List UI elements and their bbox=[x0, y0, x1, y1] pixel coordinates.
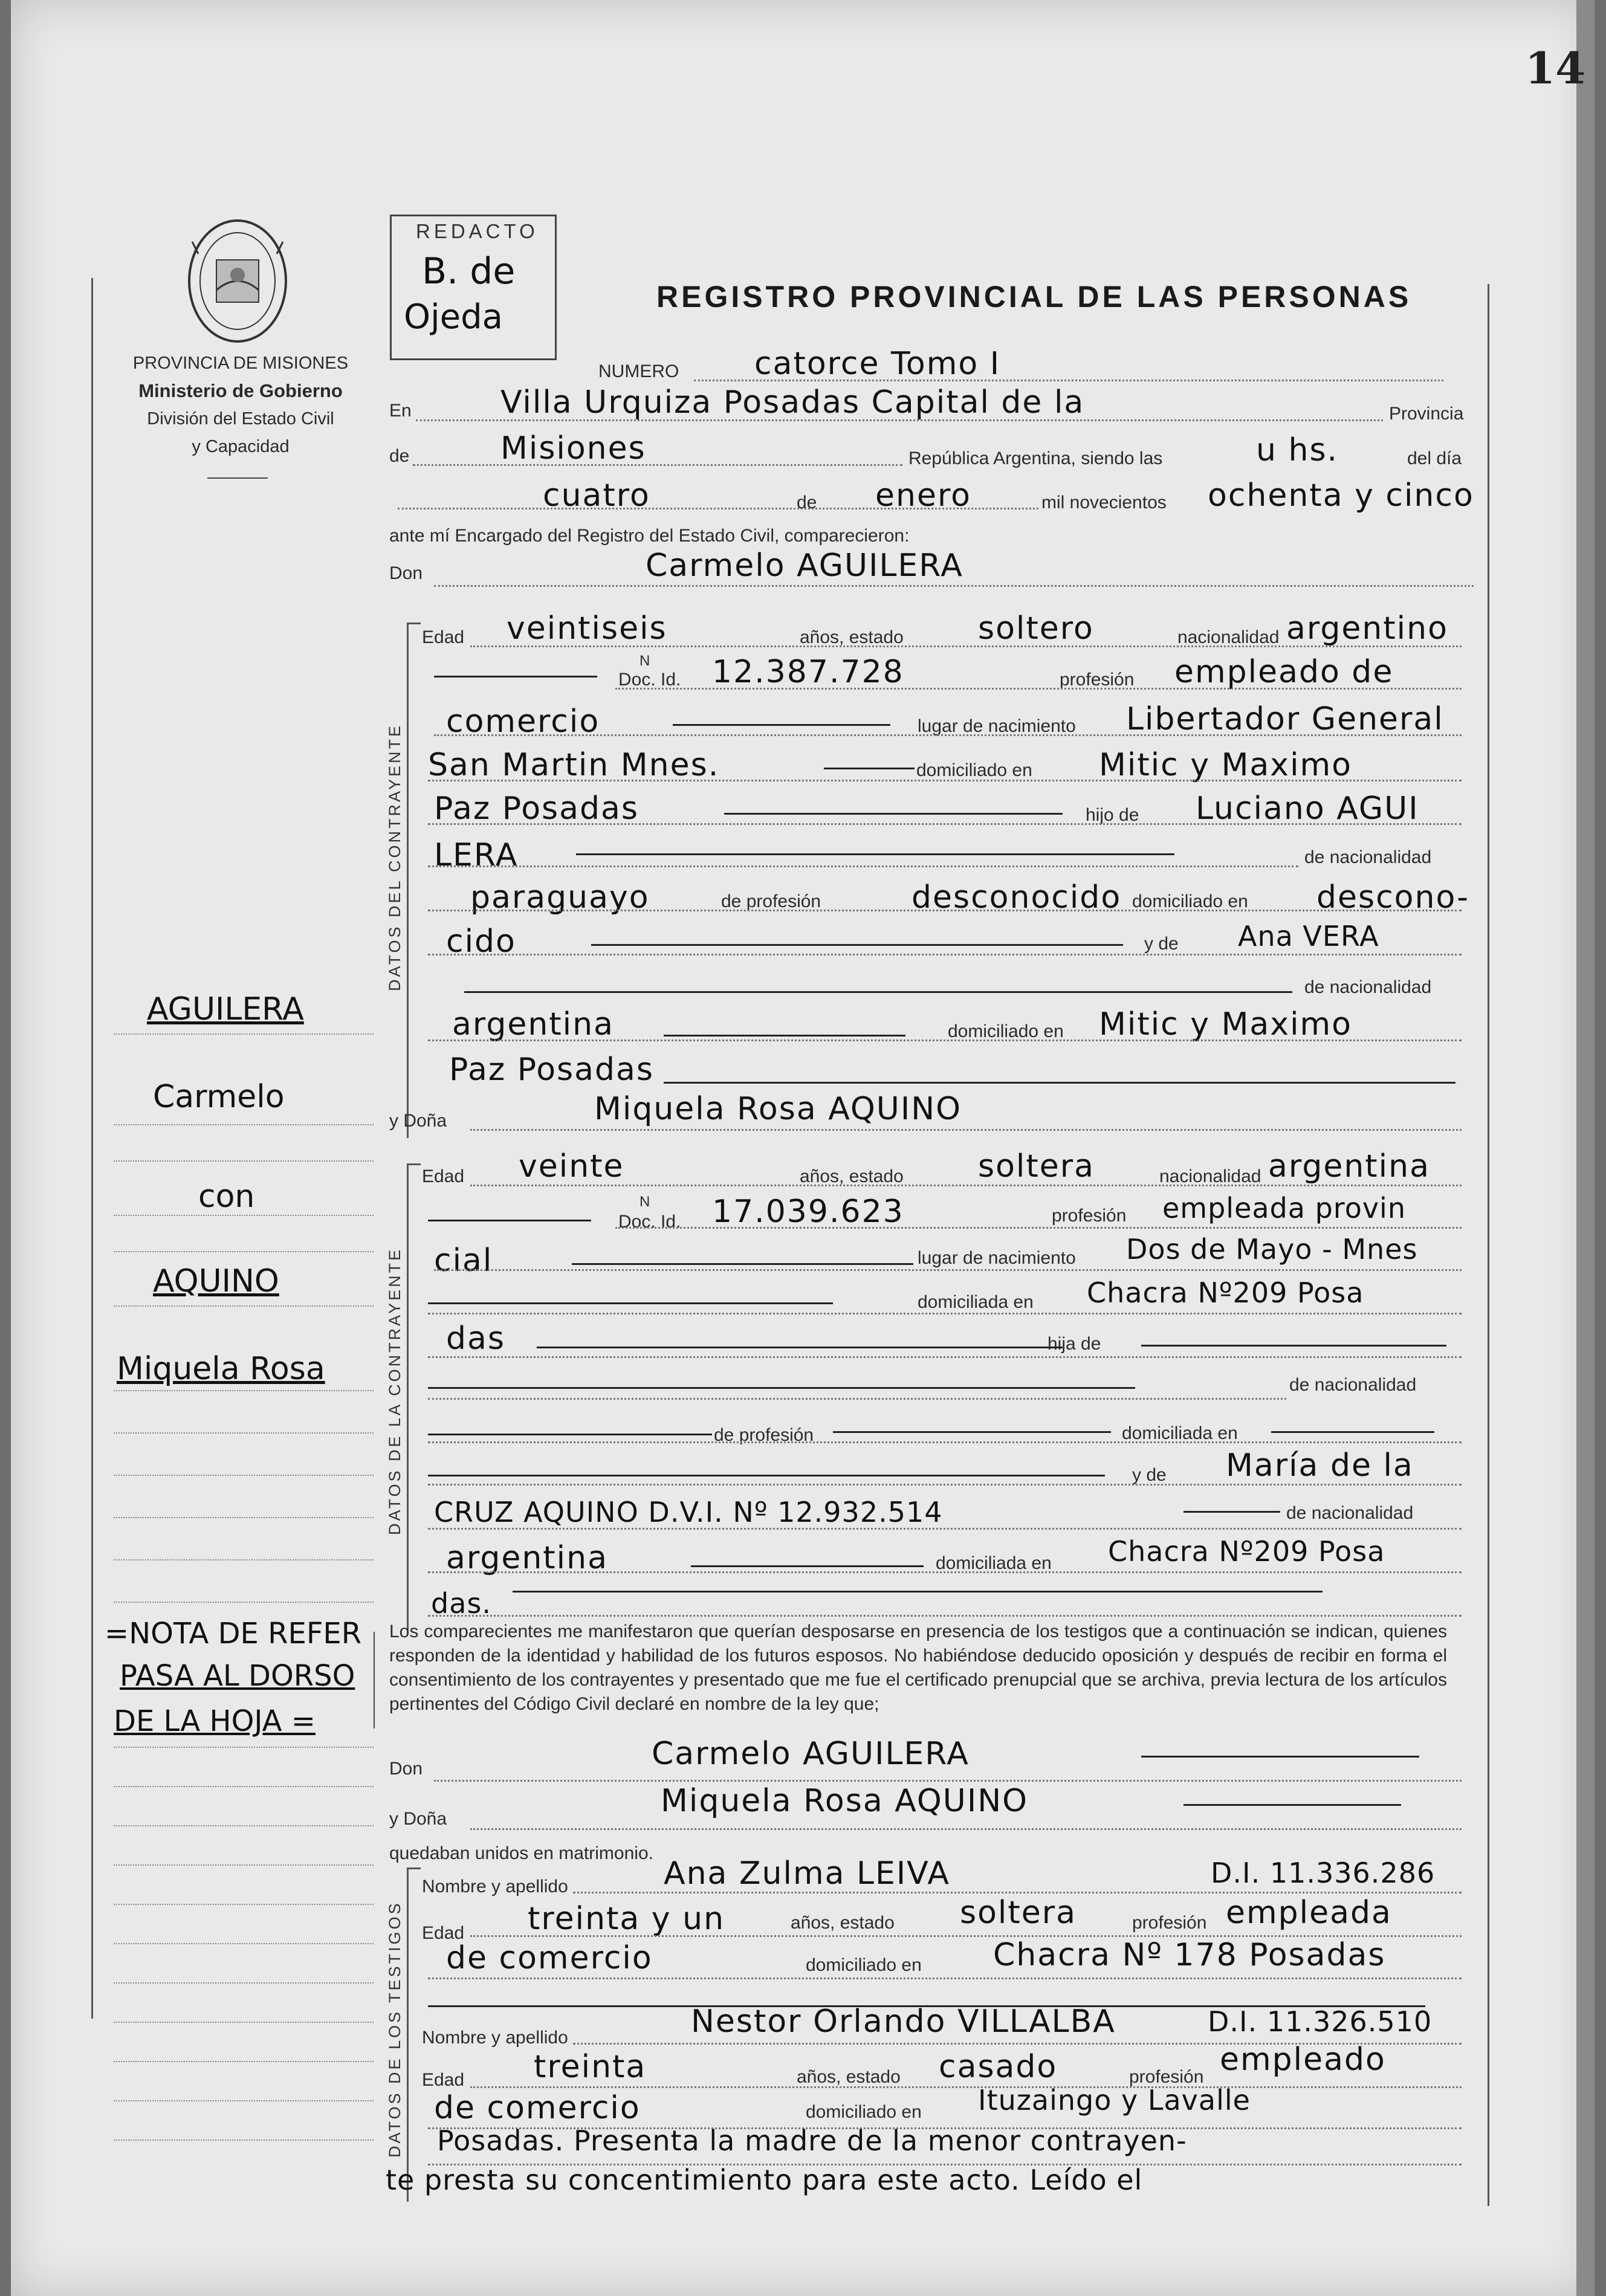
hora-value: u hs. bbox=[1256, 432, 1339, 468]
c1-padre-dom-cont: cido bbox=[446, 923, 516, 960]
c2-dash-5 bbox=[1141, 1345, 1446, 1347]
margin-line-17 bbox=[114, 1904, 374, 1905]
c1-edad-value: veintiseis bbox=[507, 610, 667, 647]
t2-line-2 bbox=[470, 2086, 1462, 2088]
final-dona-dash bbox=[1183, 1804, 1401, 1806]
t2-dom: Ituzaingo y Lavalle bbox=[978, 2084, 1251, 2117]
margin-surname-1: AGUILERA bbox=[147, 991, 304, 1027]
c1-madre-dom: Mitic y Maximo bbox=[1099, 1006, 1352, 1043]
de-label: de bbox=[389, 446, 410, 466]
c2-dash-8 bbox=[833, 1431, 1111, 1433]
c1-line-9 bbox=[428, 1040, 1462, 1041]
del-dia-label: del día bbox=[1407, 448, 1462, 468]
margin-line-14 bbox=[114, 1786, 374, 1787]
c2-madre-value: María de la bbox=[1226, 1447, 1414, 1484]
c2-anios-label: años, estado bbox=[800, 1166, 904, 1186]
margin-nota-bar bbox=[374, 1632, 375, 1728]
margin-line-4 bbox=[114, 1215, 374, 1216]
margin-name-1: Carmelo bbox=[153, 1079, 285, 1115]
quedaban-label: quedaban unidos en matrimonio. bbox=[389, 1843, 653, 1863]
numero-label: NUMERO bbox=[598, 361, 679, 381]
c2-line-2 bbox=[615, 1227, 1462, 1229]
c1-line-3 bbox=[434, 734, 1462, 736]
t1-dom: Chacra Nº 178 Posadas bbox=[993, 1937, 1386, 1973]
don-label: Don bbox=[389, 563, 423, 583]
c2-line-7 bbox=[428, 1441, 1462, 1443]
page-edge bbox=[1576, 0, 1595, 2296]
c1-anios-label: años, estado bbox=[800, 627, 904, 647]
margin-line-8 bbox=[114, 1432, 374, 1434]
margin-line-20 bbox=[114, 2022, 374, 2023]
margin-line-12 bbox=[114, 1602, 374, 1603]
c2-line-1 bbox=[470, 1185, 1462, 1186]
don-line bbox=[434, 585, 1474, 587]
t1-estado: soltera bbox=[960, 1895, 1077, 1931]
final-don-label: Don bbox=[389, 1759, 423, 1779]
c1-doc-value: 12.387.728 bbox=[712, 654, 904, 690]
c2-nac-label: nacionalidad bbox=[1159, 1166, 1261, 1186]
c2-de-nac-label: de nacionalidad bbox=[1289, 1375, 1417, 1395]
c2-madre-dom-cont: das. bbox=[431, 1587, 491, 1620]
margin-line-2 bbox=[114, 1124, 374, 1125]
margin-nota-2: PASA AL DORSO bbox=[120, 1659, 355, 1693]
c2-prof-label: profesión bbox=[1052, 1206, 1127, 1226]
margin-line-1 bbox=[114, 1033, 374, 1035]
c2-doc-label: Doc. Id. bbox=[618, 1212, 681, 1232]
t2-prof: empleado bbox=[1220, 2042, 1386, 2078]
mil-label: mil novecientos bbox=[1041, 493, 1167, 513]
c1-line-4 bbox=[428, 780, 1462, 781]
c1-line-6 bbox=[428, 865, 1298, 867]
c1-de-nac-label: de nacionalidad bbox=[1304, 847, 1432, 867]
c2-lugar-value: Dos de Mayo - Mnes bbox=[1126, 1233, 1418, 1266]
c2-madre-nac: argentina bbox=[446, 1540, 608, 1576]
c2-dom-value: Chacra Nº209 Posa bbox=[1087, 1276, 1364, 1309]
t1-line-3 bbox=[428, 1977, 1462, 1979]
c1-madre-dom-label: domiciliado en bbox=[948, 1021, 1064, 1041]
final-dona-label: y Doña bbox=[389, 1809, 447, 1829]
redacto-handwriting-2: Ojeda bbox=[404, 297, 503, 337]
page-title: REGISTRO PROVINCIAL DE LAS PERSONAS bbox=[656, 280, 1412, 314]
c1-y-de-label: y de bbox=[1144, 934, 1179, 954]
c2-dash-10 bbox=[428, 1475, 1105, 1476]
c1-lugar-cont: San Martin Mnes. bbox=[428, 747, 720, 783]
c2-line-10 bbox=[428, 1571, 1462, 1573]
c2-line-9 bbox=[428, 1528, 1462, 1530]
c2-line-3 bbox=[434, 1269, 1462, 1271]
c2-nac-value: argentina bbox=[1268, 1148, 1430, 1185]
margin-line-23 bbox=[114, 2139, 374, 2141]
final-don-value: Carmelo AGUILERA bbox=[652, 1736, 970, 1772]
declaration-paragraph: Los comparecientes me manifestaron que querían desposarse en presencia de los testigos que a continuación se indican, quienes responden de la identidad y habilidad de los futuros esposos. No habiéndose deducido oposición y después de recibir en forma el consentimiento de los contrayentes y presentado que me fue el certificado prenupcial que se archiva, previa lectura de los artículos pertinentes del Código Civil declaré en nombre de la ley que; bbox=[389, 1622, 1447, 1714]
c2-madre-dom: Chacra Nº209 Posa bbox=[1108, 1535, 1385, 1568]
c1-dash-10 bbox=[664, 1082, 1455, 1084]
provincial-seal-icon bbox=[186, 218, 289, 344]
t1-edad-label: Edad bbox=[422, 1923, 465, 1943]
margin-con: con bbox=[198, 1179, 255, 1215]
numero-value: catorce Tomo I bbox=[754, 346, 1001, 382]
c2-de-prof-label: de profesión bbox=[714, 1425, 814, 1445]
c2-line-5 bbox=[428, 1356, 1462, 1358]
de-value: Misiones bbox=[500, 430, 646, 467]
document-page bbox=[11, 0, 1595, 2296]
t1-prof: empleada bbox=[1226, 1895, 1392, 1931]
c1-line-5 bbox=[428, 823, 1462, 825]
de2-label: de bbox=[797, 493, 817, 513]
final-don-line bbox=[434, 1780, 1462, 1782]
t2-nombre: Nestor Orlando VILLALBA bbox=[691, 2003, 1116, 2040]
contrayente-side-label: DATOS DEL CONTRAYENTE bbox=[386, 723, 404, 991]
t1-anios-label: años, estado bbox=[791, 1913, 895, 1933]
testigos-bracket bbox=[407, 1868, 421, 2202]
margin-line-5 bbox=[114, 1251, 374, 1252]
margin-line-3 bbox=[114, 1160, 374, 1162]
c2-dom-label: domiciliada en bbox=[918, 1292, 1034, 1312]
ante-label: ante mí Encargado del Registro del Estado Civil, comparecieron: bbox=[389, 526, 910, 546]
c1-hijo-label: hijo de bbox=[1086, 805, 1139, 825]
margin-line-10 bbox=[114, 1517, 374, 1518]
header-rule bbox=[207, 477, 268, 479]
c1-madre-nac: argentina bbox=[452, 1006, 614, 1043]
c1-dash-4 bbox=[724, 813, 1063, 815]
c2-line-4 bbox=[428, 1313, 1462, 1315]
t2-edad-label: Edad bbox=[422, 2070, 465, 2090]
c2-de-nac-label-2: de nacionalidad bbox=[1286, 1503, 1414, 1523]
c2-dash-7 bbox=[428, 1434, 712, 1435]
c1-dash-7 bbox=[591, 944, 1123, 946]
margin-name-2: Miquela Rosa bbox=[117, 1351, 325, 1387]
c1-padre-cont: LERA bbox=[434, 837, 519, 873]
t2-dom-label: domiciliado en bbox=[806, 2102, 922, 2122]
t1-line-1 bbox=[573, 1892, 1462, 1893]
contrayenta-side-label: DATOS DE LA CONTRAYENTE bbox=[386, 1247, 404, 1535]
c2-line-11 bbox=[428, 1615, 1462, 1617]
province-name: PROVINCIA DE MISIONES bbox=[132, 354, 349, 373]
c1-prof-cont: comercio bbox=[446, 703, 600, 740]
provincia-label: Provincia bbox=[1389, 404, 1464, 424]
final-don-dash bbox=[1141, 1756, 1419, 1758]
ministry-name: Ministerio de Gobierno bbox=[138, 380, 343, 401]
t1-doc: D.I. 11.336.286 bbox=[1211, 1857, 1436, 1889]
margin-line-19 bbox=[114, 1982, 374, 1984]
t1-prof-label: profesión bbox=[1132, 1913, 1207, 1933]
final-dona-line bbox=[470, 1828, 1462, 1830]
final-dona-value: Miquela Rosa AQUINO bbox=[661, 1783, 1029, 1819]
y-dona-label: y Doña bbox=[389, 1111, 447, 1131]
redacto-box bbox=[390, 215, 557, 360]
c1-dom-cont: Paz Posadas bbox=[434, 791, 639, 827]
margin-nota-3: DE LA HOJA = bbox=[114, 1704, 316, 1738]
right-rule bbox=[1488, 284, 1489, 2206]
c1-line-8 bbox=[428, 954, 1462, 956]
republica-label: República Argentina, siendo las bbox=[908, 448, 1163, 468]
division-name: División del Estado Civil bbox=[147, 409, 334, 428]
c2-doc-value: 17.039.623 bbox=[712, 1194, 904, 1230]
t1-nombre: Ana Zulma LEIVA bbox=[664, 1855, 950, 1892]
de-line bbox=[413, 464, 902, 466]
c2-estado-value: soltera bbox=[978, 1148, 1095, 1185]
margin-line-13 bbox=[114, 1747, 374, 1748]
t2-nombre-label: Nombre y apellido bbox=[422, 2028, 568, 2048]
c2-lugar-label: lugar de nacimiento bbox=[918, 1248, 1076, 1268]
c2-line-6 bbox=[428, 1398, 1286, 1400]
t2-doc: D.I. 11.326.510 bbox=[1208, 2005, 1433, 2038]
dona-line bbox=[470, 1129, 1462, 1131]
c2-dash-11 bbox=[1183, 1511, 1280, 1513]
c2-madre-dom-label: domiciliada en bbox=[936, 1553, 1052, 1573]
t1-edad: treinta y un bbox=[528, 1901, 725, 1937]
c2-edad-value: veinte bbox=[519, 1148, 624, 1185]
margin-surname-2: AQUINO bbox=[153, 1263, 279, 1299]
c1-de-nac-label-2: de nacionalidad bbox=[1304, 977, 1432, 997]
c1-dash-3 bbox=[824, 768, 915, 769]
c1-prof-value: empleado de bbox=[1174, 654, 1394, 690]
en-line bbox=[416, 419, 1383, 421]
numero-line bbox=[694, 380, 1443, 381]
c1-nac-label: nacionalidad bbox=[1177, 627, 1280, 647]
c1-dom-value: Mitic y Maximo bbox=[1099, 747, 1352, 783]
c1-estado-value: soltero bbox=[978, 610, 1094, 647]
note-line-2: te presta su concentimiento para este acto. Leído el bbox=[386, 2164, 1143, 2196]
c1-padre-dom-label: domiciliado en bbox=[1132, 891, 1248, 911]
t1-dom-label: domiciliado en bbox=[806, 1955, 922, 1975]
contrayente-bracket bbox=[407, 623, 421, 1138]
c1-prof-label: profesión bbox=[1060, 670, 1135, 690]
dona-value: Miquela Rosa AQUINO bbox=[594, 1091, 962, 1127]
margin-nota-1: =NOTA DE REFER bbox=[105, 1617, 362, 1651]
c1-line-1 bbox=[470, 645, 1462, 647]
c2-prof-cont: cial bbox=[434, 1243, 493, 1279]
c2-padre-dom-label: domiciliada en bbox=[1122, 1423, 1238, 1443]
c1-de-prof-label: de profesión bbox=[721, 891, 821, 911]
dia-value: cuatro bbox=[543, 477, 650, 514]
c1-lugar-label: lugar de nacimiento bbox=[918, 716, 1076, 736]
anio-value: ochenta y cinco bbox=[1208, 477, 1474, 514]
c2-dom-cont: das bbox=[446, 1321, 505, 1357]
c2-dash-1 bbox=[428, 1220, 591, 1221]
c2-dash-9 bbox=[1271, 1431, 1434, 1433]
margin-line-21 bbox=[114, 2061, 374, 2062]
c1-line-7 bbox=[428, 910, 1462, 911]
c1-line-2 bbox=[615, 688, 1462, 690]
margin-line-9 bbox=[114, 1475, 374, 1476]
c1-nac-value: argentino bbox=[1286, 610, 1448, 647]
c1-doc-sup: N bbox=[639, 653, 650, 669]
en-value: Villa Urquiza Posadas Capital de la bbox=[500, 384, 1085, 421]
c1-madre-dom-cont: Paz Posadas bbox=[449, 1052, 654, 1088]
c1-madre-value: Ana VERA bbox=[1238, 920, 1379, 952]
c2-dash-13 bbox=[513, 1591, 1323, 1593]
t1-prof-cont: de comercio bbox=[446, 1940, 653, 1976]
c2-dash-6 bbox=[428, 1387, 1135, 1389]
c2-y-de-label: y de bbox=[1132, 1465, 1167, 1485]
ministry-header bbox=[102, 349, 380, 461]
c1-padre-nac: paraguayo bbox=[470, 879, 650, 916]
contrayenta-bracket bbox=[407, 1163, 421, 1631]
don-value: Carmelo AGUILERA bbox=[646, 548, 963, 584]
t2-prof-cont: de comercio bbox=[434, 2090, 641, 2126]
mes-value: enero bbox=[875, 477, 971, 514]
margin-line-7 bbox=[114, 1390, 374, 1391]
c1-padre-value: Luciano AGUI bbox=[1196, 791, 1419, 827]
margin-rule bbox=[91, 278, 93, 2019]
c1-dash-5 bbox=[576, 853, 1174, 855]
t2-estado: casado bbox=[939, 2049, 1058, 2085]
testigos-side-label: DATOS DE LOS TESTIGOS bbox=[386, 1901, 404, 2158]
margin-line-6 bbox=[114, 1305, 374, 1307]
c2-hija-label: hija de bbox=[1047, 1334, 1101, 1354]
t2-edad: treinta bbox=[534, 2049, 647, 2085]
c2-prof-value: empleada provin bbox=[1162, 1192, 1406, 1224]
t2-prof-label: profesión bbox=[1129, 2067, 1204, 2087]
c2-dash-2 bbox=[572, 1263, 913, 1265]
c2-dash-3 bbox=[428, 1302, 833, 1304]
margin-line-18 bbox=[114, 1943, 374, 1944]
margin-line-15 bbox=[114, 1825, 374, 1826]
en-label: En bbox=[389, 401, 412, 421]
c1-padre-dom: descono- bbox=[1316, 879, 1469, 916]
c1-dash-2 bbox=[673, 724, 890, 726]
c2-dash-4 bbox=[537, 1347, 1063, 1348]
c2-dash-12 bbox=[691, 1565, 924, 1567]
c2-doc-sup: N bbox=[639, 1194, 650, 1210]
margin-line-11 bbox=[114, 1559, 374, 1560]
division-name-cont: y Capacidad bbox=[192, 437, 290, 456]
c1-dash-9 bbox=[664, 1035, 905, 1036]
c1-edad-label: Edad bbox=[422, 627, 465, 647]
c1-padre-prof: desconocido bbox=[911, 879, 1122, 916]
c1-lugar-value: Libertador General bbox=[1126, 701, 1444, 737]
c2-madre-cont: CRUZ AQUINO D.V.I. Nº 12.932.514 bbox=[434, 1496, 943, 1528]
c1-doc-label: Doc. Id. bbox=[618, 670, 681, 690]
t1-nombre-label: Nombre y apellido bbox=[422, 1877, 568, 1897]
margin-line-16 bbox=[114, 1864, 374, 1866]
c1-dash-1 bbox=[434, 676, 597, 677]
c1-dom-label: domiciliado en bbox=[916, 760, 1032, 780]
c2-line-8 bbox=[428, 1484, 1462, 1486]
margin-line-22 bbox=[114, 2100, 374, 2101]
page-number: 14 bbox=[1525, 42, 1586, 94]
c1-dash-8 bbox=[464, 991, 1292, 993]
redacto-label: REDACTO bbox=[416, 220, 539, 242]
c2-edad-label: Edad bbox=[422, 1166, 465, 1186]
redacto-handwriting-1: B. de bbox=[422, 250, 516, 293]
note-line-1: Posadas. Presenta la madre de la menor contrayen- bbox=[437, 2124, 1187, 2157]
t2-anios-label: años, estado bbox=[797, 2067, 901, 2087]
